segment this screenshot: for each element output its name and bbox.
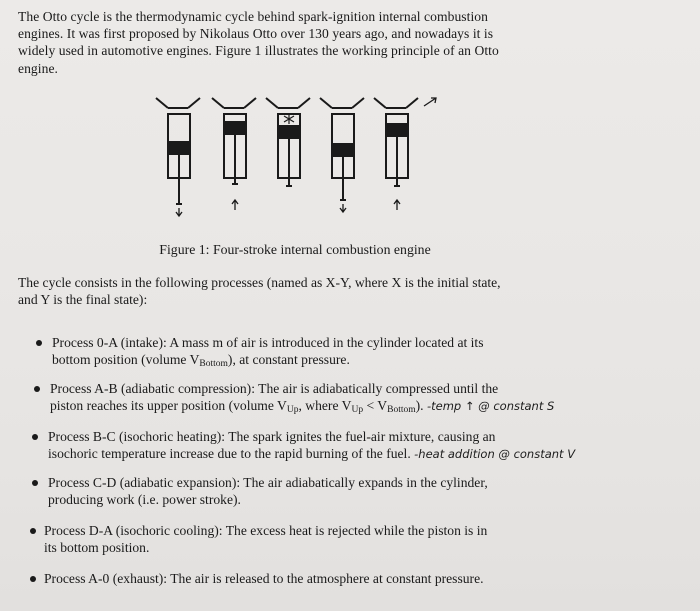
subscript: Bottom bbox=[199, 359, 228, 370]
process-line bbox=[52, 351, 484, 373]
process-text: , where V bbox=[298, 398, 352, 414]
bullet-icon bbox=[30, 528, 36, 534]
process-line: Process A-0 (exhaust): The air is released to the atmosphere at constant pressure. bbox=[44, 571, 484, 586]
handwritten-note: -heat addition @ constant V bbox=[414, 447, 576, 462]
process-b-c bbox=[32, 428, 575, 463]
intro-line: The Otto cycle is the thermodynamic cycle behind spark-ignition internal combustion bbox=[18, 9, 488, 24]
process-line: Process A-B (adiabatic compression): The air is adiabatically compressed until the bbox=[50, 381, 499, 396]
process-text: piston reaches its upper position (volume V bbox=[50, 398, 287, 414]
subscript: Up bbox=[351, 405, 364, 416]
process-text: bottom position (volume V bbox=[52, 352, 200, 368]
process-text: < V bbox=[363, 398, 388, 414]
intro-line: engine. bbox=[18, 60, 58, 76]
process-line: its bottom position. bbox=[44, 540, 150, 556]
bullet-icon bbox=[36, 340, 42, 346]
process-text: ), at constant pressure. bbox=[227, 352, 350, 368]
process-a-b bbox=[34, 380, 554, 419]
process-d-a bbox=[30, 522, 487, 556]
bullet-icon bbox=[34, 386, 40, 392]
bullet-icon bbox=[32, 434, 38, 440]
figure-caption: Figure 1: Four-stroke internal combustion engine bbox=[159, 242, 431, 257]
process-line: Process D-A (isochoric cooling): The excess heat is rejected while the piston is in bbox=[44, 523, 488, 538]
process-text: isochoric temperature increase due to the rapid burning of the fuel. bbox=[48, 446, 411, 462]
bullet-icon bbox=[30, 576, 36, 582]
intro-line: engines. It was first proposed by Nikolaus Otto over 130 years ago, and nowadays it is bbox=[18, 26, 494, 42]
process-0-a bbox=[36, 334, 484, 373]
process-a-0 bbox=[30, 570, 484, 587]
intro-line: widely used in automotive engines. Figure 1 illustrates the working principle of an Otto bbox=[18, 43, 499, 59]
handwritten-note: -temp ↑ @ constant S bbox=[427, 399, 555, 414]
process-line bbox=[48, 445, 575, 463]
process-c-d bbox=[32, 474, 488, 508]
subscript: Up bbox=[286, 405, 299, 416]
process-line: Process C-D (adiabatic expansion): The air adiabatically expands in the cylinder, bbox=[48, 475, 488, 490]
process-line: Process B-C (isochoric heating): The spark ignites the fuel-air mixture, causing an bbox=[48, 429, 496, 444]
cycle-intro-line: The cycle consists in the following processes (named as X-Y, where X is the initial state, bbox=[18, 275, 501, 290]
bullet-icon bbox=[32, 480, 38, 486]
cycle-intro-line: and Y is the final state): bbox=[18, 292, 148, 308]
process-line bbox=[50, 397, 554, 419]
process-line: Process 0-A (intake): A mass m of air is introduced in the cylinder located at its bbox=[52, 335, 484, 350]
process-text: ). bbox=[415, 398, 424, 414]
process-line: producing work (i.e. power stroke). bbox=[48, 492, 241, 508]
subscript: Bottom bbox=[387, 405, 416, 416]
